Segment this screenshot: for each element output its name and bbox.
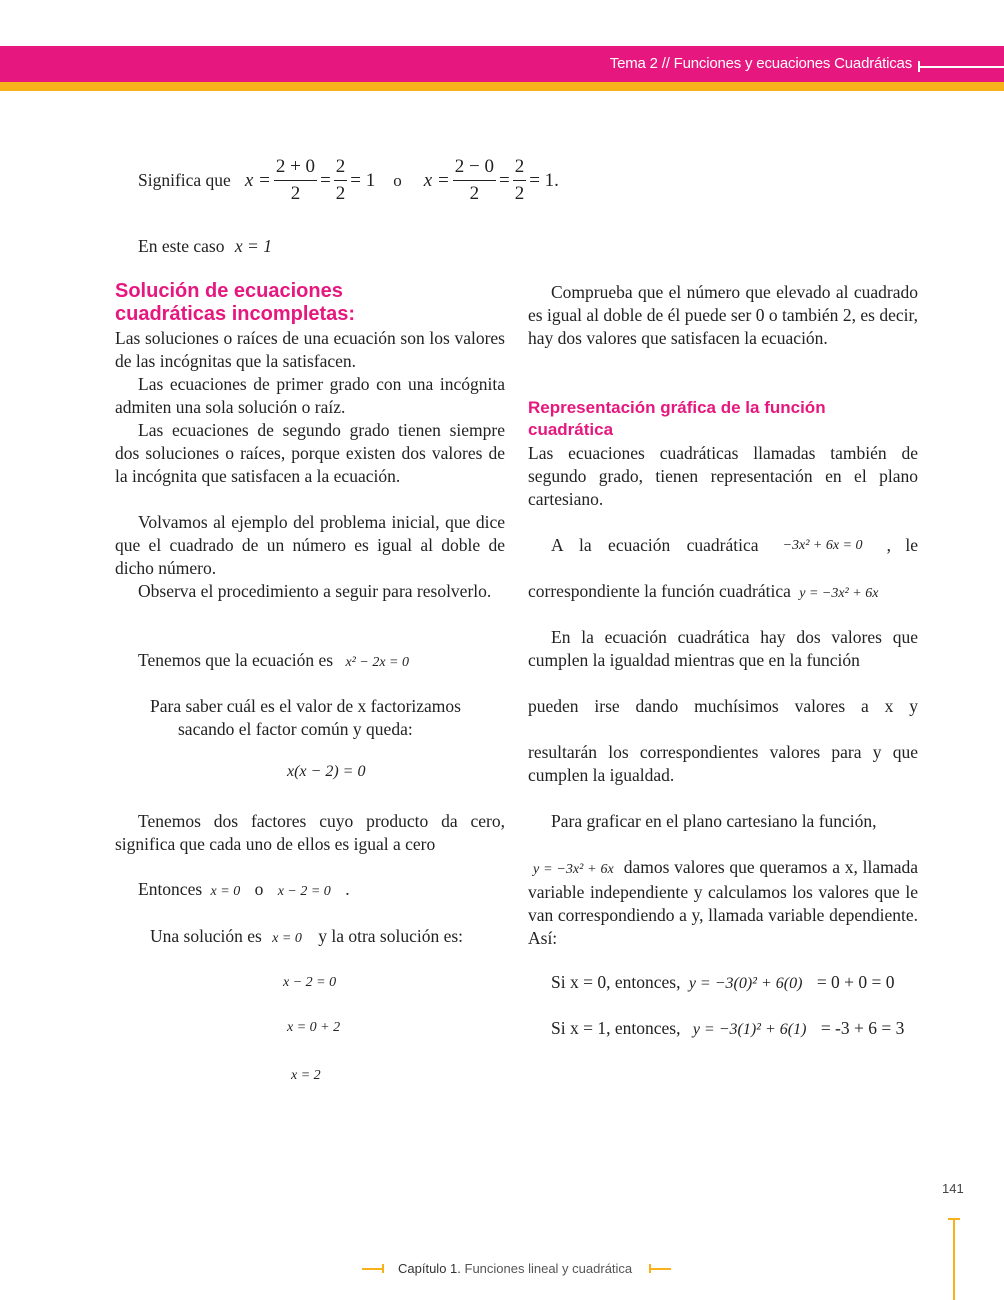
eq1-denominator: 2 — [290, 182, 301, 204]
left-para-8: Tenemos dos factores cuyo producto da cero, significa que cada uno de ellos es igual a cero — [115, 811, 505, 854]
left-para-5: Observa el procedimiento a seguir para resolverlo. — [138, 581, 492, 601]
right-para-7: resultarán los correspondientes valores para y que cumplen la igualdad. — [528, 742, 918, 785]
footer-rule-right — [649, 1268, 671, 1270]
caso-text: En este caso — [138, 236, 225, 256]
right-para-4 — [528, 580, 878, 605]
footer-chapter-title: Funciones lineal y cuadrática — [464, 1261, 633, 1276]
header-accent-band — [0, 82, 1004, 91]
eq2-numerator-2: 2 — [513, 154, 527, 181]
eq2-fraction — [453, 154, 496, 207]
eq1-numerator: 2 + 0 — [274, 154, 317, 181]
caso-line — [138, 235, 272, 258]
or-text: o — [393, 170, 402, 190]
eq2-lhs: x = — [423, 169, 450, 191]
factor-equation: x(x − 2) = 0 — [287, 763, 366, 780]
right-para-1: Comprueba que el número que elevado al cuadrado es igual al doble de él puede ser 0 o también 2, es decir, hay dos valores que satisfacen la ecuación. — [528, 282, 918, 348]
right-para-3-tail: , le — [886, 535, 918, 555]
footer-chapter-label: Capítulo 1. — [398, 1261, 461, 1276]
right-para-8: Para graficar en el plano cartesiano la función, — [551, 811, 877, 831]
eq2-result: = 1. — [529, 169, 559, 191]
right-para-9-text: damos valores que queramos a x, llamada variable independiente y calculamos los valores que le van correspondiendo a y, llamada variable dependiente. Así: — [528, 857, 918, 948]
right-para-4-text: correspondiente la función cuadrática — [528, 581, 791, 601]
eq1-numerator-2: 2 — [334, 154, 348, 181]
eq2-numerator: 2 − 0 — [453, 154, 496, 181]
eq1-fraction-2 — [334, 154, 348, 207]
intro-equation-line — [138, 152, 608, 208]
footer-chapter — [398, 1261, 632, 1276]
right-para-3-math: −3x² + 6x = 0 — [782, 538, 863, 553]
example-1-result: = 0 + 0 = 0 — [816, 972, 895, 992]
right-para-3 — [528, 534, 918, 557]
left-para-2: Las ecuaciones de primer grado con una incógnita admiten una sola solución o raíz. — [115, 374, 505, 417]
header-title: Tema 2 // Funciones y ecuaciones Cuadráticas — [609, 55, 912, 72]
left-para-1: Las soluciones o raíces de una ecuación son los valores de las incógnitas que la satisfacen. — [115, 328, 505, 371]
factor-intro-line-1: Para saber cuál es el valor de x factorizamos — [150, 696, 461, 716]
example-2 — [551, 1017, 904, 1041]
solution-step-1: x − 2 = 0 — [283, 975, 337, 990]
example-1 — [551, 971, 895, 995]
entonces-math-1: x = 0 — [210, 884, 241, 899]
equation-math: x² − 2x = 0 — [345, 655, 409, 670]
eq2-denominator-2: 2 — [514, 182, 525, 204]
right-para-9 — [528, 856, 918, 950]
right-para-6: pueden irse dando muchísimos valores a x y — [528, 696, 918, 716]
eq2-equals: = — [498, 169, 510, 191]
page-rule — [953, 1218, 955, 1300]
solution-math: x = 0 — [272, 931, 302, 946]
right-para-2: Las ecuaciones cuadráticas llamadas también de segundo grado, tienen representación en el plano cartesiano. — [528, 443, 918, 509]
left-para-3: Las ecuaciones de segundo grado tienen siempre dos soluciones o raíces, porque existen dos valores de la incógnita que satisfacen a la ecuación. — [115, 420, 505, 486]
example-2-result: = -3 + 6 = 3 — [820, 1018, 905, 1038]
factor-intro-line-2: sacando el factor común y queda: — [178, 719, 413, 739]
right-para-5: En la ecuación cuadrática hay dos valores que cumplen la igualdad mientras que en la función — [528, 627, 918, 670]
eq1-fraction — [274, 154, 317, 207]
eq1-lhs: x = — [244, 169, 271, 191]
eq1-equals: = — [320, 169, 331, 191]
left-para-4: Volvamos al ejemplo del problema inicial, que dice que el cuadrado de un número es igual al doble de dicho número. — [115, 512, 505, 578]
right-para-9-math: y = −3x² + 6x — [533, 862, 614, 877]
right-para-3-text: A la ecuación cuadrática — [551, 535, 759, 555]
solution-text-1: Una solución es — [150, 926, 262, 946]
example-2-text: Si x = 1, entonces, — [551, 1018, 681, 1038]
eq2-fraction-2 — [513, 154, 527, 207]
solution-step-2: x = 0 + 2 — [287, 1020, 341, 1035]
section-heading-incompletas: Solución de ecuaciones cuadráticas incompletas: — [115, 280, 356, 325]
significa-que-text: Significa que — [138, 169, 231, 190]
header-rule — [918, 66, 1004, 68]
entonces-or: o — [254, 879, 264, 899]
footer-rule-left — [362, 1268, 384, 1270]
example-1-math: y = −3(0)² + 6(0) — [688, 975, 803, 992]
right-para-4-math: y = −3x² + 6x — [799, 586, 879, 601]
entonces-period: . — [345, 879, 350, 899]
example-2-math: y = −3(1)² + 6(1) — [692, 1021, 807, 1038]
left-equation-line — [138, 649, 409, 674]
equation-intro-text: Tenemos que la ecuación es — [138, 650, 334, 670]
entonces-text: Entonces — [138, 879, 203, 899]
section-heading-grafica: Representación gráfica de la función cuadrática — [528, 398, 826, 439]
entonces-math-2: x − 2 = 0 — [277, 884, 331, 899]
entonces-line — [138, 878, 350, 903]
example-1-text: Si x = 0, entonces, — [551, 972, 681, 992]
page-number: 141 — [942, 1181, 964, 1196]
eq1-denominator-2: 2 — [335, 182, 346, 204]
solution-text-2: y la otra solución es: — [318, 926, 464, 946]
eq2-denominator: 2 — [469, 182, 480, 204]
solution-step-3: x = 2 — [291, 1068, 321, 1083]
solution-line — [150, 925, 463, 950]
caso-math: x = 1 — [234, 236, 272, 256]
eq1-result: = 1 — [350, 169, 376, 191]
